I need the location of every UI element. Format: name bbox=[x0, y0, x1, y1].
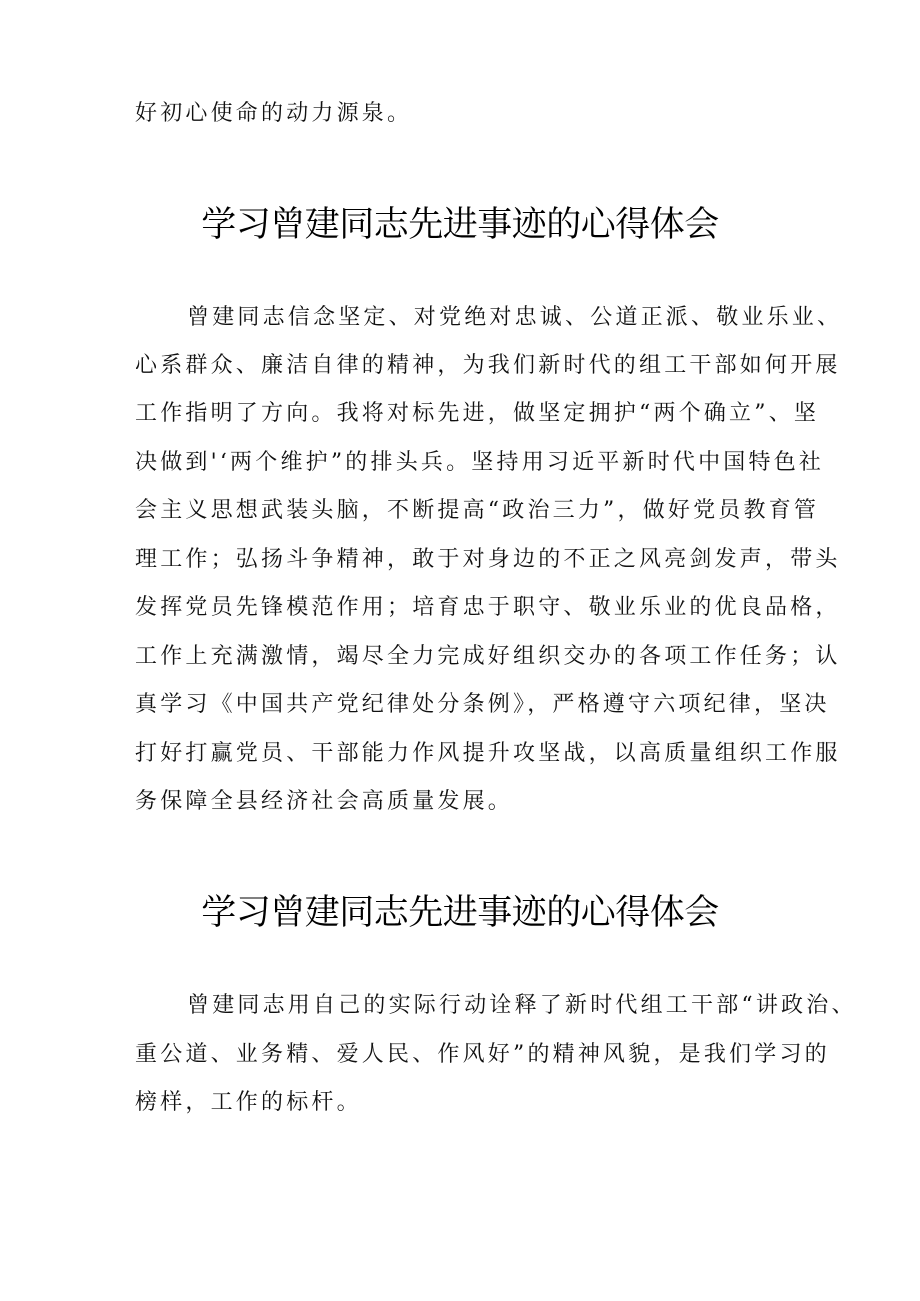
paragraph-line: 打好打赢党员、干部能力作风提升攻坚战，以高质量组织工作服 bbox=[135, 741, 841, 766]
section-heading: 学习曾建同志先进事迹的心得体会 bbox=[201, 893, 719, 933]
paragraph-line: 发挥党员先锋模范作用；培育忠于职守、敬业乐业的优良品格， bbox=[135, 595, 841, 620]
paragraph-line: 曾建同志信念坚定、对党绝对忠诚、公道正派、敬业乐业、 bbox=[187, 305, 843, 330]
paragraph-line: 工作指明了方向。我将对标先进，做坚定拥护“两个确立”、坚 bbox=[135, 401, 820, 426]
intro-fragment-line: 好初心使命的动力源泉。 bbox=[135, 101, 413, 126]
paragraph-line: 工作上充满激情，竭尽全力完成好组织交办的各项工作任务；认 bbox=[135, 644, 841, 669]
paragraph-line: 决做到'‘两个维护”的排头兵。坚持用习近平新时代中国特色社 bbox=[135, 450, 825, 475]
paragraph-line: 务保障全县经济社会高质量发展。 bbox=[135, 789, 514, 814]
paragraph-line: 真学习《中国共产党纪律处分条例》，严格遵守六项纪律，坚决 bbox=[135, 692, 830, 717]
section-heading: 学习曾建同志先进事迹的心得体会 bbox=[201, 205, 719, 245]
paragraph-line: 重公道、业务精、爱人民、作风好”的精神风貌，是我们学习的 bbox=[135, 1042, 830, 1067]
paragraph-line: 会主义思想武装头脑，不断提高“政治三力”，做好党员教育管 bbox=[135, 498, 820, 523]
paragraph-line: 榜样，工作的标杆。 bbox=[135, 1090, 362, 1115]
paragraph-line: 理工作；弘扬斗争精神，敢于对身边的不正之风亮剑发声，带头 bbox=[135, 547, 841, 572]
paragraph-line: 曾建同志用自己的实际行动诠释了新时代组工干部“讲政治、 bbox=[187, 993, 857, 1018]
paragraph-line: 心系群众、廉洁自律的精神，为我们新时代的组工干部如何开展 bbox=[135, 353, 841, 378]
